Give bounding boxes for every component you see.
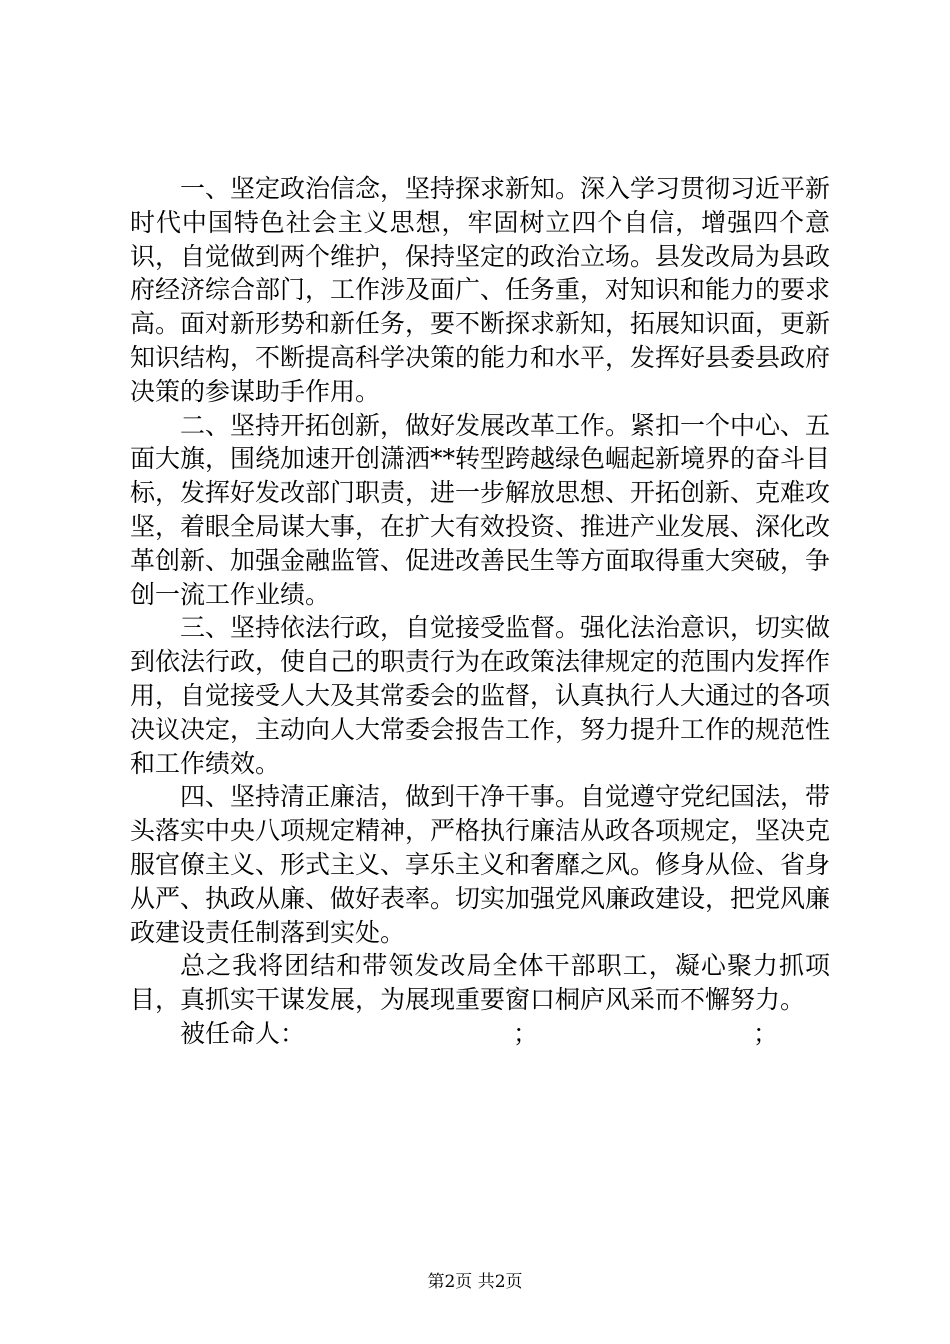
page-footer: 第2页 共2页 [427,1272,523,1292]
document-body [130,172,830,1051]
signature-label: 被任命人： [180,1018,306,1048]
paragraph-2: 二、坚持开拓创新，做好发展改革工作。紧扣一个中心、五面大旗，围绕加速开创潇洒**转型跨越绿色崛起新境界的奋斗目标，发挥好发改部门职责，进一步解放思想、开拓创新、克难攻坚，着眼全局谋大事，在扩大有效投资、推进产业发展、深化改革创新、加强金融监管、促进改善民生等方面取得重大突破，争创一流工作业绩。 [130,410,831,609]
signature-line [130,1017,830,1051]
signature-separator-1: ； [513,1018,539,1048]
paragraph-3: 三、坚持依法行政，自觉接受监督。强化法治意识，切实做到依法行政，使自己的职责行为在政策法律规定的范围内发挥作用，自觉接受人大及其常委会的监督，认真执行人大通过的各项决议决定，主动向人大常委会报告工作，努力提升工作的规范性和工作绩效。 [130,613,831,778]
paragraph-5: 总之我将团结和带领发改局全体干部职工，凝心聚力抓项目，真抓实干谋发展，为展现重要窗口桐庐风采而不懈努力。 [130,951,830,1015]
signature-separator-2: ； [753,1018,779,1048]
paragraph-1: 一、坚定政治信念，坚持探求新知。深入学习贯彻习近平新时代中国特色社会主义思想，牢固树立四个自信，增强四个意识，自觉做到两个维护，保持坚定的政治立场。县发改局为县政府经济综合部门，工作涉及面广、任务重，对知识和能力的要求高。面对新形势和新任务，要不断探求新知，拓展知识面，更新知识结构，不断提高科学决策的能力和水平，发挥好县委县政府决策的参谋助手作用。 [130,174,831,406]
paragraph-4: 四、坚持清正廉洁，做到干净干事。自觉遵守党纪国法，带头落实中央八项规定精神，严格执行廉洁从政各项规定，坚决克服官僚主义、形式主义、享乐主义和奢靡之风。修身从俭、省身从严、执政从廉、做好表率。切实加强党风廉政建设，把党风廉政建设责任制落到实处。 [130,782,831,947]
